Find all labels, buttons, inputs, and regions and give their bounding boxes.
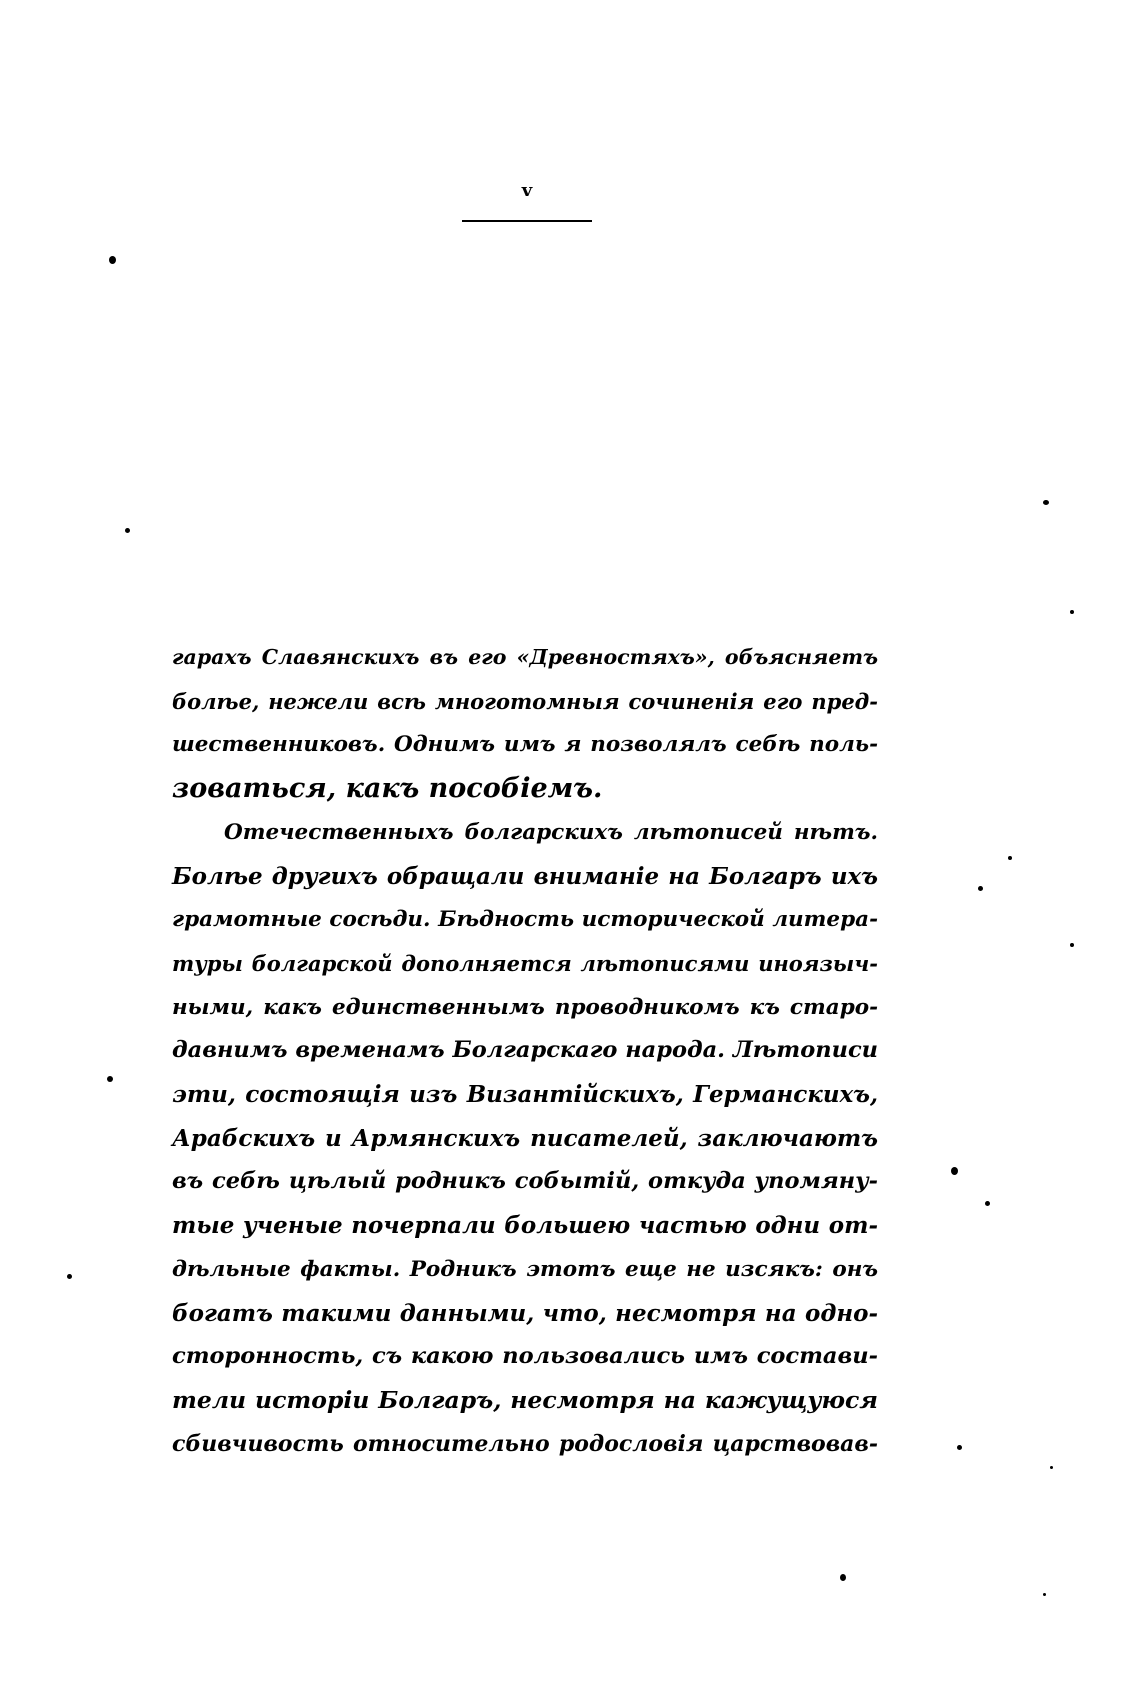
scan-speck bbox=[985, 1201, 990, 1206]
text-line: туры болгарской дополняется лѣтописями иноязыч- bbox=[172, 950, 878, 976]
scan-speck bbox=[951, 1167, 958, 1175]
scan-speck bbox=[107, 1076, 113, 1082]
text-line: эти, состоящія изъ Византійскихъ, Германскихъ, bbox=[172, 1081, 878, 1109]
scan-speck bbox=[1070, 610, 1074, 614]
text-line: ными, какъ единственнымъ проводникомъ къ старо- bbox=[172, 994, 878, 1020]
scan-speck bbox=[957, 1445, 962, 1450]
text-line: богатъ такими данными, что, несмотря на одно- bbox=[172, 1299, 878, 1327]
scan-speck bbox=[1043, 1593, 1046, 1596]
scan-speck bbox=[125, 528, 130, 533]
scan-speck bbox=[840, 1574, 846, 1581]
text-line: въ себѣ цѣлый родникъ событій, откуда упомяну- bbox=[172, 1168, 878, 1195]
text-line: Арабскихъ и Армянскихъ писателей, заключаютъ bbox=[172, 1124, 878, 1152]
page-number: v bbox=[521, 180, 533, 201]
scan-speck bbox=[1008, 856, 1012, 860]
text-line: тые ученые почерпали большею частью одни от- bbox=[172, 1212, 878, 1240]
text-line: тели исторіи Болгаръ, несмотря на кажущуюся bbox=[172, 1385, 878, 1414]
text-line: давнимъ временамъ Болгарскаго народа. Лѣтописи bbox=[172, 1037, 878, 1064]
scan-speck bbox=[1070, 943, 1074, 947]
scan-speck bbox=[1050, 1466, 1053, 1469]
body-text bbox=[172, 636, 878, 1466]
scan-speck bbox=[978, 886, 983, 891]
text-line: дѣльные факты. Родникъ этотъ еще не изсякъ: онъ bbox=[172, 1256, 878, 1282]
scan-speck bbox=[109, 256, 116, 264]
scan-speck bbox=[1043, 500, 1049, 505]
text-line: болѣе, нежели всѣ многотомныя сочиненія его пред- bbox=[172, 688, 878, 714]
text-line: шественниковъ. Однимъ имъ я позволялъ себѣ поль- bbox=[172, 732, 878, 758]
text-line: грамотные сосѣди. Бѣдность исторической литера- bbox=[172, 907, 878, 933]
scan-speck bbox=[67, 1274, 72, 1279]
text-line: зоваться, какъ пособіемъ. bbox=[172, 773, 603, 805]
text-line: сбивчивость относительно родословія царствовав- bbox=[172, 1430, 878, 1457]
text-line: гарахъ Славянскихъ въ его «Древностяхъ», объясняетъ bbox=[172, 645, 878, 669]
header-rule bbox=[462, 220, 592, 222]
paragraph-first-line: Отечественныхъ болгарскихъ лѣтописей нѣтъ. bbox=[224, 819, 878, 845]
text-line: сторонность, съ какою пользовались имъ состави- bbox=[172, 1343, 878, 1370]
text-line: Болѣе другихъ обращали вниманіе на Болгаръ ихъ bbox=[172, 862, 878, 890]
